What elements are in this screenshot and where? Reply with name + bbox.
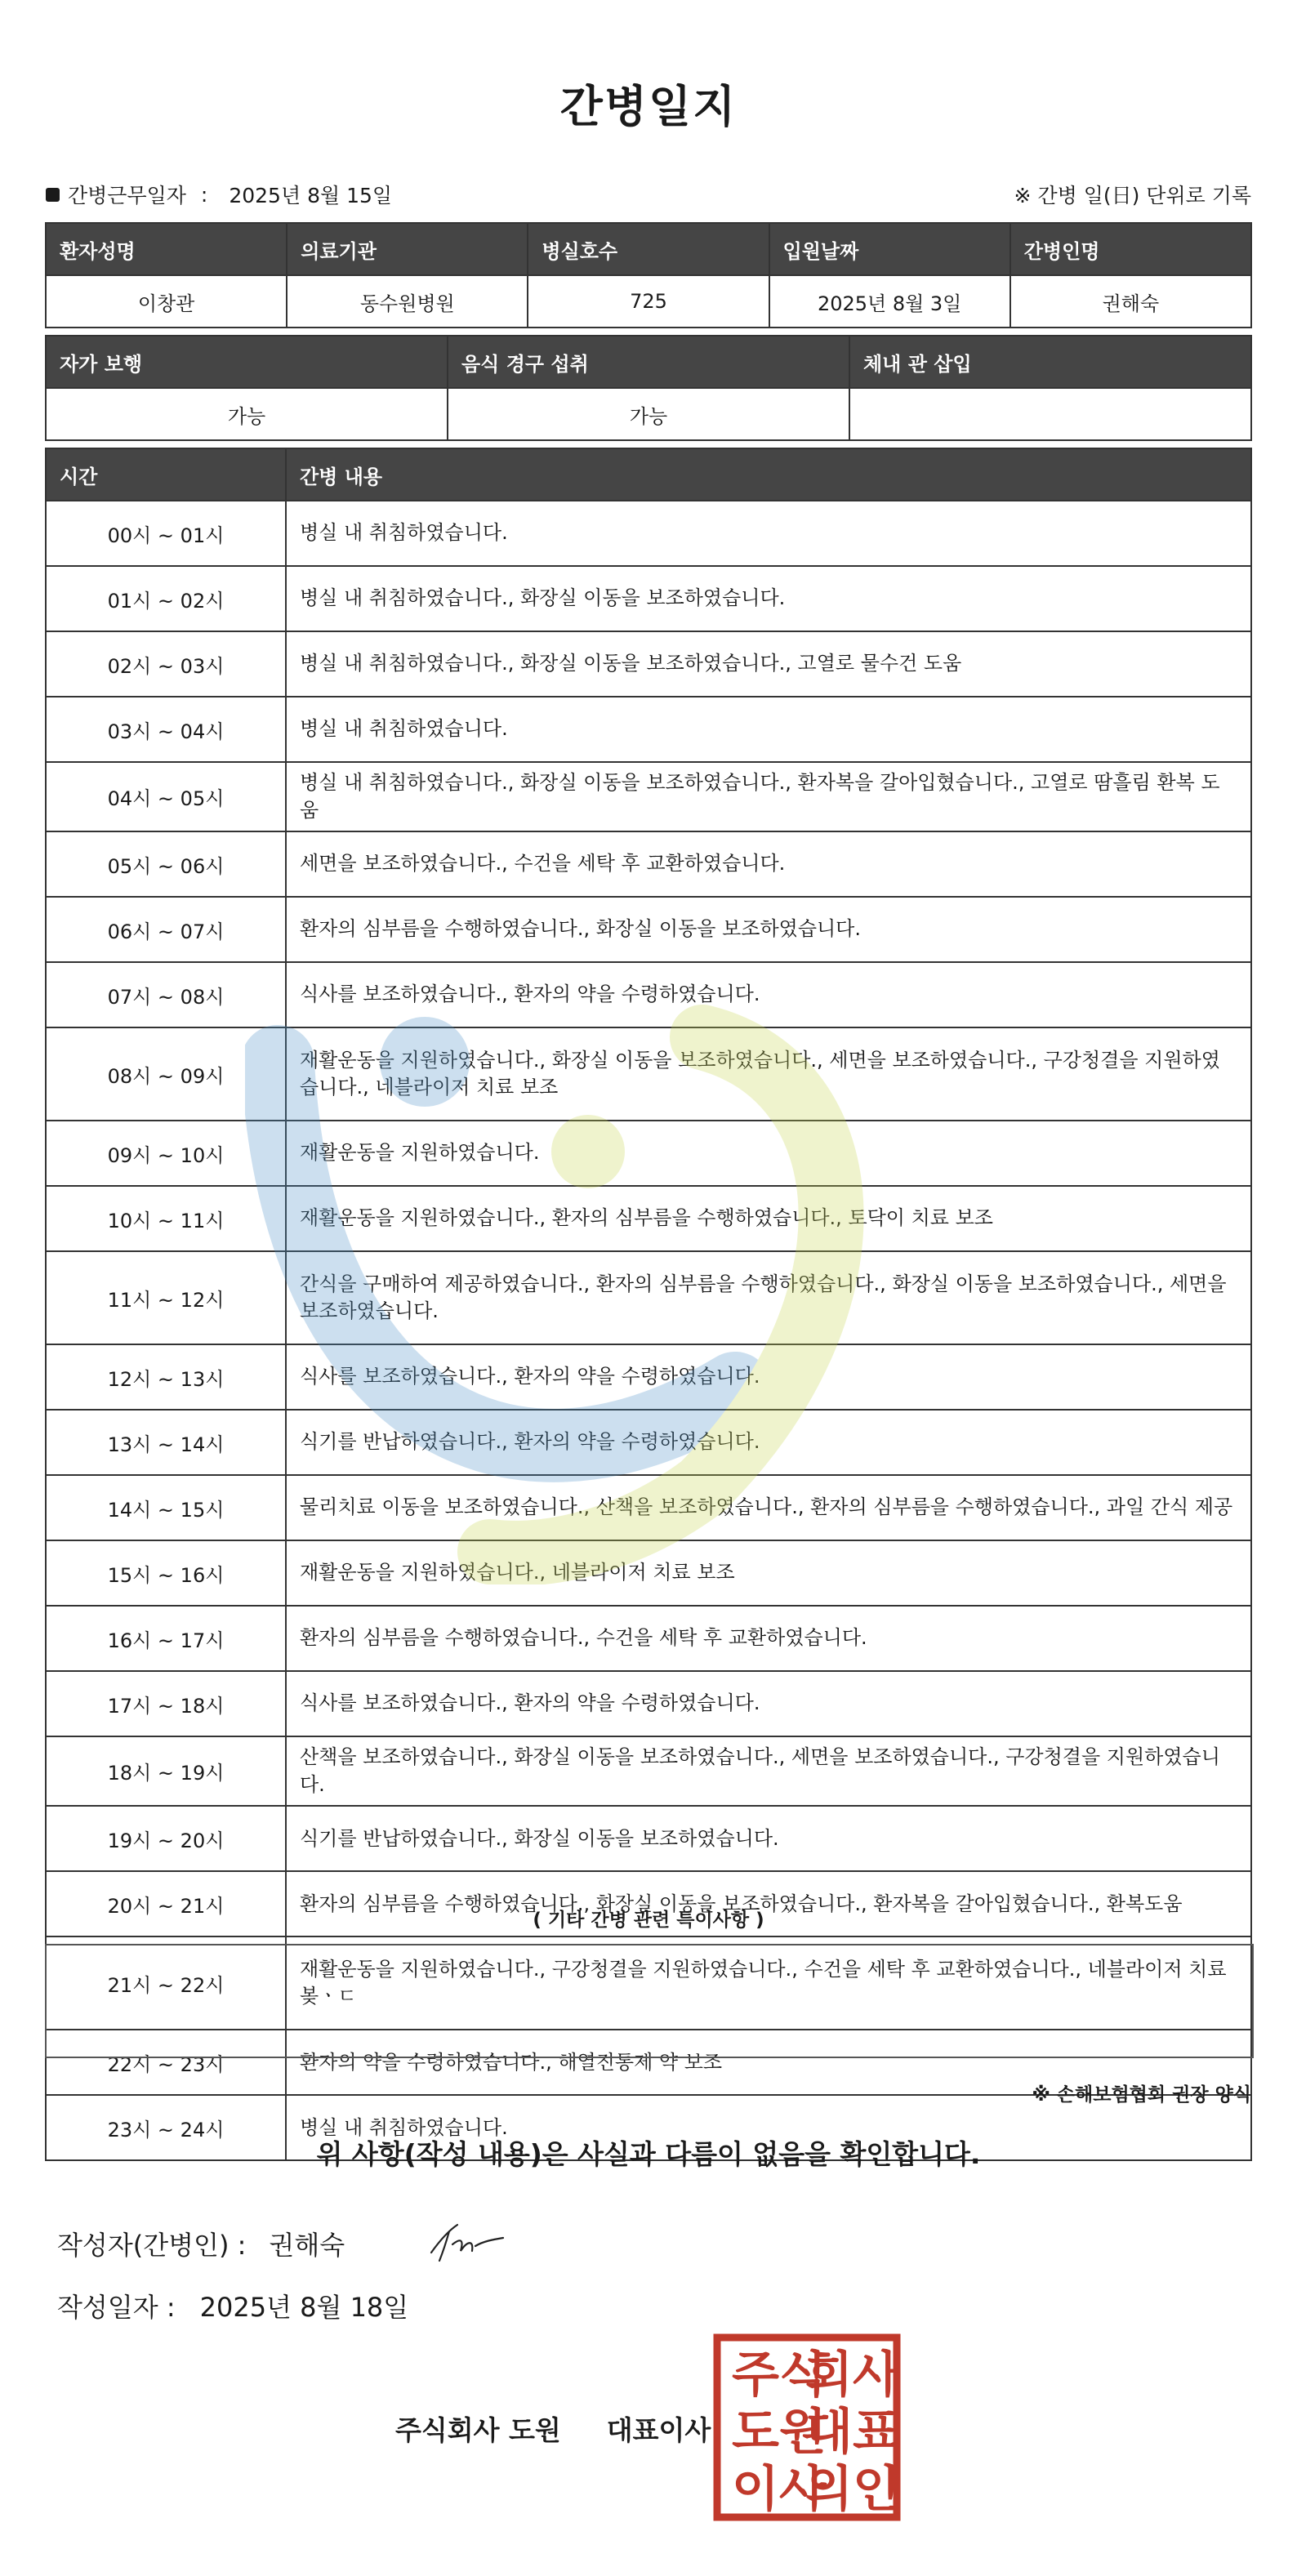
info2-header: 자가 보행	[46, 336, 448, 388]
care-time-cell: 15시 ~ 16시	[46, 1540, 286, 1606]
caregiver-name-cell: 권해숙	[1010, 275, 1251, 328]
care-content-cell: 병실 내 취침하였습니다., 화장실 이동을 보조하였습니다., 고열로 물수건 도움	[286, 631, 1251, 697]
care-row	[46, 1186, 1251, 1251]
care-row	[46, 631, 1251, 697]
care-time-cell: 18시 ~ 19시	[46, 1736, 286, 1806]
care-row	[46, 1671, 1251, 1736]
care-content-cell: 식기를 반납하였습니다., 화장실 이동을 보조하였습니다.	[286, 1806, 1251, 1871]
care-row	[46, 1027, 1251, 1121]
care-content-cell: 병실 내 취침하였습니다.	[286, 501, 1251, 566]
square-bullet-icon	[46, 188, 60, 202]
care-header-time: 시간	[46, 448, 286, 501]
care-content-cell: 병실 내 취침하였습니다., 화장실 이동을 보조하였습니다.	[286, 566, 1251, 631]
care-time-cell: 05시 ~ 06시	[46, 831, 286, 897]
care-row	[46, 1344, 1251, 1410]
care-content-cell: 물리치료 이동을 보조하였습니다., 산책을 보조하였습니다., 환자의 심부름을 수행하였습니다., 과일 간식 제공	[286, 1475, 1251, 1540]
care-content-cell: 병실 내 취침하였습니다.	[286, 697, 1251, 762]
care-content-cell: 환자의 심부름을 수행하였습니다., 화장실 이동을 보조하였습니다.	[286, 897, 1251, 962]
care-time-cell: 14시 ~ 15시	[46, 1475, 286, 1540]
representative-title: 대표이사	[606, 2414, 711, 2446]
care-content-cell: 병실 내 취침하였습니다.	[286, 2095, 1251, 2160]
info1-header: 환자성명	[46, 223, 287, 275]
care-content-cell: 식기를 반납하였습니다., 환자의 약을 수령하였습니다.	[286, 1410, 1251, 1475]
care-row	[46, 1251, 1251, 1344]
record-notice: ※ 간병 일(日) 단위로 기록	[1014, 184, 1251, 207]
care-content-cell: 재활운동을 지원하였습니다., 화장실 이동을 보조하였습니다., 세면을 보조하였습니다., 구강청결을 지원하였습니다., 네블라이저 치료 보조	[286, 1027, 1251, 1121]
company-line	[395, 2409, 711, 2448]
care-content-cell: 재활운동을 지원하였습니다.	[286, 1121, 1251, 1186]
company-name: 주식회사 도원	[395, 2414, 561, 2446]
care-time-cell: 17시 ~ 18시	[46, 1671, 286, 1736]
room-number-cell: 725	[528, 275, 769, 328]
patient-status-table	[45, 335, 1252, 441]
care-row	[46, 962, 1251, 1027]
work-date-label: 간병근무일자	[68, 184, 186, 207]
care-row	[46, 1410, 1251, 1475]
svg-text:대표: 대표	[805, 2404, 900, 2461]
care-content-cell: 재활운동을 지원하였습니다., 네블라이저 치료 보조	[286, 1540, 1251, 1606]
care-time-cell: 11시 ~ 12시	[46, 1251, 286, 1344]
work-date-value: 2025년 8월 15일	[229, 184, 393, 207]
care-time-cell: 12시 ~ 13시	[46, 1344, 286, 1410]
care-content-cell: 식사를 보조하였습니다., 환자의 약을 수령하였습니다.	[286, 962, 1251, 1027]
care-time-cell: 16시 ~ 17시	[46, 1606, 286, 1671]
care-content-cell: 환자의 심부름을 수행하였습니다., 화장실 이동을 보조하였습니다., 환자복을 갈아입혔습니다., 환복도움	[286, 1871, 1251, 1936]
care-time-cell: 20시 ~ 21시	[46, 1871, 286, 1936]
svg-text:회사: 회사	[805, 2346, 900, 2404]
oral-intake-cell: 가능	[448, 388, 849, 440]
care-time-cell: 03시 ~ 04시	[46, 697, 286, 762]
care-content-cell: 환자의 심부름을 수행하였습니다., 수건을 세탁 후 교환하였습니다.	[286, 1606, 1251, 1671]
care-time-cell: 09시 ~ 10시	[46, 1121, 286, 1186]
care-time-cell: 04시 ~ 05시	[46, 762, 286, 831]
care-time-cell: 19시 ~ 20시	[46, 1806, 286, 1871]
care-time-cell: 00시 ~ 01시	[46, 501, 286, 566]
care-content-cell: 재활운동을 지원하였습니다., 구강청결을 지원하였습니다., 수건을 세탁 후 교환하였습니다., 네블라이저 치료 봊ㆍㄷ	[286, 1936, 1251, 2030]
care-time-cell: 23시 ~ 24시	[46, 2095, 286, 2160]
care-content-cell: 산책을 보조하였습니다., 화장실 이동을 보조하였습니다., 세면을 보조하였습니다., 구강청결을 지원하였습니다.	[286, 1736, 1251, 1806]
writer-label: 작성자(간병인) :	[57, 2230, 247, 2261]
care-time-cell: 07시 ~ 08시	[46, 962, 286, 1027]
work-date-colon: :	[200, 182, 208, 207]
info2-header: 체내 관 삽입	[849, 336, 1251, 388]
write-date-line	[57, 2287, 408, 2324]
care-time-cell: 06시 ~ 07시	[46, 897, 286, 962]
care-content-cell: 재활운동을 지원하였습니다., 환자의 심부름을 수행하였습니다., 토닥이 치료 보조	[286, 1186, 1251, 1251]
patient-info-table	[45, 222, 1252, 328]
info1-header: 간병인명	[1010, 223, 1251, 275]
work-date-line	[46, 180, 392, 209]
svg-text:주식: 주식	[732, 2346, 827, 2404]
confirm-statement: 위 사항(작성 내용)은 사실과 다름이 없음을 확인합니다.	[316, 2138, 981, 2170]
care-content-cell: 간식을 구매하여 제공하였습니다., 환자의 심부름을 수행하였습니다., 화장실 이동을 보조하였습니다., 세면을 보조하였습니다.	[286, 1251, 1251, 1344]
patient-name-cell: 이창관	[46, 275, 287, 328]
care-content-cell: 식사를 보조하였습니다., 환자의 약을 수령하였습니다.	[286, 1344, 1251, 1410]
tube-insertion-cell	[849, 388, 1251, 440]
svg-text:도원: 도원	[732, 2404, 827, 2461]
care-row	[46, 501, 1251, 566]
write-date-label: 작성일자 :	[57, 2292, 176, 2323]
info2-header: 음식 경구 섭취	[448, 336, 849, 388]
page-title: 간병일지	[559, 81, 738, 132]
care-content-cell: 병실 내 취침하였습니다., 화장실 이동을 보조하였습니다., 환자복을 갈아입혔습니다., 고열로 땀흘림 환복 도움	[286, 762, 1251, 831]
signature-scribble	[425, 2217, 506, 2266]
care-row	[46, 1121, 1251, 1186]
care-row	[46, 831, 1251, 897]
care-row	[46, 1475, 1251, 1540]
special-notes-title: ( 기타 간병 관련 특이사항 )	[533, 1910, 764, 1931]
care-row	[46, 1606, 1251, 1671]
admission-date-cell: 2025년 8월 3일	[769, 275, 1010, 328]
care-content-cell: 식사를 보조하였습니다., 환자의 약을 수령하였습니다.	[286, 1671, 1251, 1736]
info1-header: 입원날짜	[769, 223, 1010, 275]
special-notes-box	[45, 1944, 1254, 2058]
care-content-cell: 세면을 보조하였습니다., 수건을 세탁 후 교환하였습니다.	[286, 831, 1251, 897]
care-row	[46, 1806, 1251, 1871]
care-row	[46, 566, 1251, 631]
care-time-cell: 02시 ~ 03시	[46, 631, 286, 697]
care-time-cell: 08시 ~ 09시	[46, 1027, 286, 1121]
care-row	[46, 697, 1251, 762]
svg-text:이사: 이사	[732, 2461, 827, 2518]
hospital-cell: 동수원병원	[287, 275, 528, 328]
care-time-cell: 01시 ~ 02시	[46, 566, 286, 631]
care-row	[46, 897, 1251, 962]
care-row	[46, 1540, 1251, 1606]
write-date-value: 2025년 8월 18일	[199, 2292, 409, 2323]
format-notice: ※ 손해보험협회 권장 양식	[1032, 2084, 1251, 2106]
company-seal-stamp	[712, 2333, 902, 2522]
care-time-cell: 22시 ~ 23시	[46, 2030, 286, 2095]
care-row	[46, 762, 1251, 831]
care-time-cell: 21시 ~ 22시	[46, 1936, 286, 2030]
writer-line	[57, 2225, 345, 2262]
writer-name: 권해숙	[269, 2230, 345, 2261]
care-content-cell: 환자의 약을 수령하였습니다., 해열진통제 약 보조	[286, 2030, 1251, 2095]
info1-header: 병실호수	[528, 223, 769, 275]
walking-cell: 가능	[46, 388, 448, 440]
care-time-cell: 10시 ~ 11시	[46, 1186, 286, 1251]
care-row	[46, 1736, 1251, 1806]
info1-header: 의료기관	[287, 223, 528, 275]
care-header-content: 간병 내용	[286, 448, 1251, 501]
svg-text:의인: 의인	[805, 2461, 900, 2518]
care-time-cell: 13시 ~ 14시	[46, 1410, 286, 1475]
